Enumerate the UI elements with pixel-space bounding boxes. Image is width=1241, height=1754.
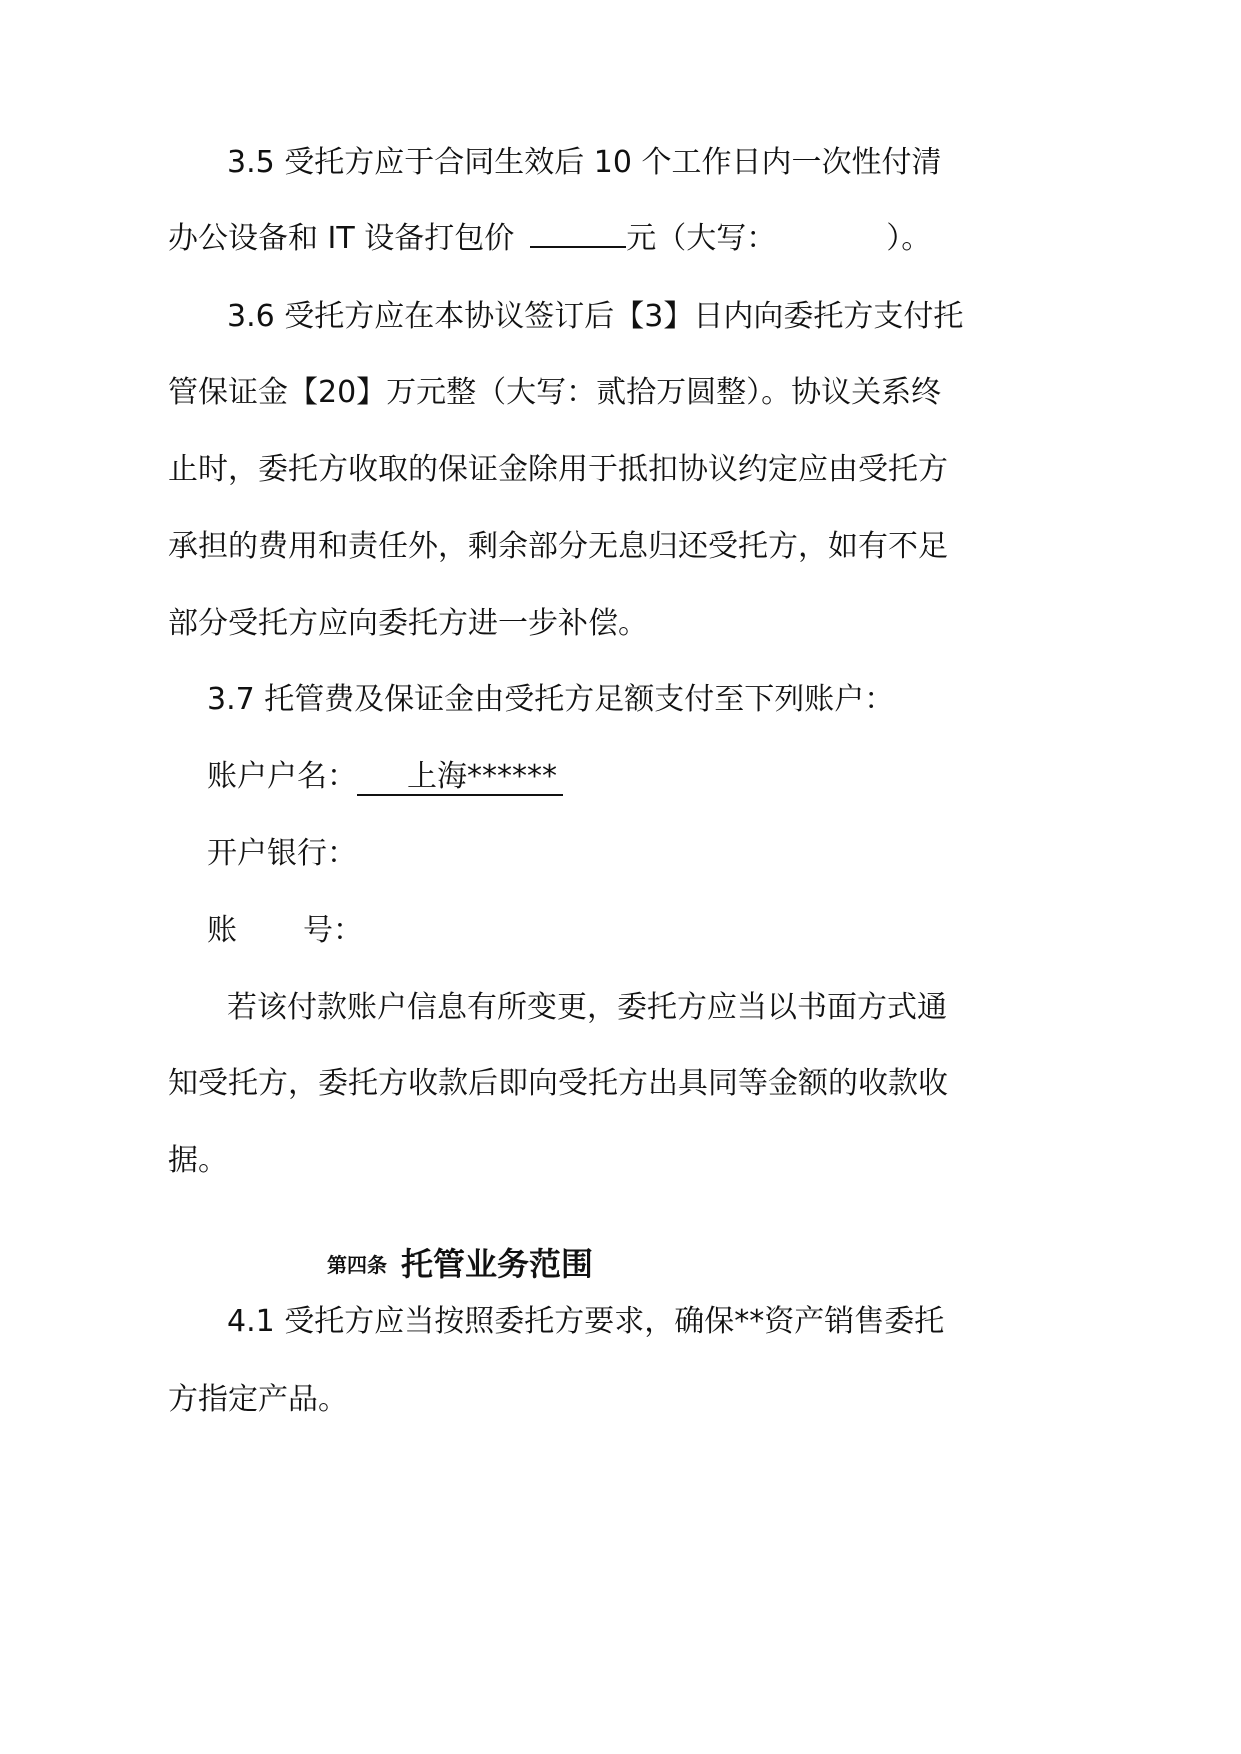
article-4-number: 第四条 <box>327 1253 387 1277</box>
account-number-label-b: 号： <box>303 913 363 948</box>
account-number-label-a: 账 <box>207 913 237 948</box>
clause-3-6-line-5: 部分受托方应向委托方进一步补偿。 <box>168 606 648 641</box>
clause-3-5-line-2 <box>168 219 931 259</box>
clause-4-1-line-2: 方指定产品。 <box>168 1382 348 1417</box>
account-name-label: 账户户名： <box>207 759 357 794</box>
bank-label: 开户银行： <box>207 836 357 871</box>
article-4-title: 托管业务范围 <box>401 1245 594 1283</box>
bank-row <box>207 834 357 874</box>
account-number-row <box>207 911 363 951</box>
clause-3-7-intro: 3.7 托管费及保证金由受托方足额支付至下列账户： <box>207 682 895 717</box>
account-name-value: 上海****** <box>357 760 563 796</box>
article-4-heading <box>327 1244 593 1286</box>
clause-3-6-line-4: 承担的费用和责任外，剩余部分无息归还受托方，如有不足 <box>168 529 948 564</box>
change-notice-line-1: 若该付款账户信息有所变更，委托方应当以书面方式通 <box>227 990 947 1025</box>
clause-4-1-line-1: 4.1 受托方应当按照委托方要求，确保**资产销售委托 <box>227 1304 945 1339</box>
clause-3-5-end: ）。 <box>886 221 932 256</box>
clause-3-6-line-3: 止时，委托方收取的保证金除用于抵扣协议约定应由受托方 <box>168 452 948 487</box>
change-notice-line-2: 知受托方，委托方收款后即向受托方出具同等金额的收款收 <box>168 1066 948 1101</box>
clause-3-5-line-1: 3.5 受托方应于合同生效后 10 个工作日内一次性付清 <box>227 145 942 180</box>
change-notice-line-3: 据。 <box>168 1143 228 1178</box>
clause-3-5-price-label: 办公设备和 IT 设备打包价 <box>168 221 515 256</box>
clause-3-6-line-2: 管保证金【20】万元整（大写：贰拾万圆整）。协议关系终 <box>168 375 942 410</box>
clause-3-5-unit: 元（大写： <box>626 221 777 256</box>
account-name-row <box>207 757 563 797</box>
price-blank <box>530 246 626 248</box>
clause-3-6-line-1: 3.6 受托方应在本协议签订后【3】日内向委托方支付托 <box>227 299 964 334</box>
